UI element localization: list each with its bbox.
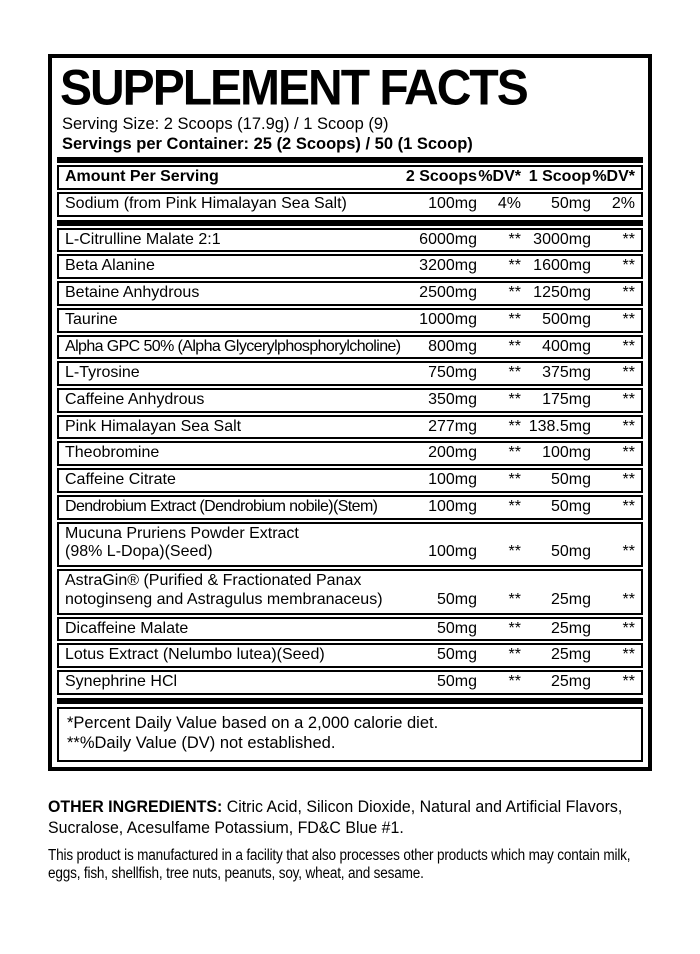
amount-1-scoop: 375mg <box>542 364 591 382</box>
ingredient-row <box>57 335 643 360</box>
divider-bar-middle <box>57 220 643 226</box>
dv-1-scoop: ** <box>622 391 635 409</box>
amount-2-scoops: 1000mg <box>419 310 477 328</box>
dv-1-scoop: ** <box>622 284 635 302</box>
dv-1-scoop: ** <box>622 310 635 328</box>
dv-2-scoops: ** <box>508 257 521 275</box>
dv-1-scoop: ** <box>622 230 635 248</box>
amount-1-scoop: 50mg <box>550 195 591 212</box>
dv-2-scoops: ** <box>508 646 521 664</box>
dv-1-scoop: 2% <box>611 195 635 212</box>
dv-2-scoops: ** <box>508 471 521 489</box>
amount-1-scoop: 25mg <box>550 619 591 637</box>
dv-2-scoops: ** <box>508 543 521 561</box>
ingredient-name: Theobromine <box>65 444 160 462</box>
dv-2-scoops: ** <box>508 619 521 637</box>
ingredient-row <box>57 617 643 642</box>
column-amount-per-serving: Amount Per Serving <box>65 168 219 186</box>
ingredient-row <box>57 228 643 253</box>
amount-2-scoops: 50mg <box>436 646 477 664</box>
ingredient-name: Alpha GPC 50% (Alpha Glycerylphosphorylcholine) <box>65 337 401 355</box>
dv-2-scoops: ** <box>508 391 521 409</box>
amount-2-scoops: 50mg <box>436 619 477 637</box>
ingredient-name: Caffeine Anhydrous <box>65 391 205 409</box>
amount-1-scoop: 25mg <box>550 590 591 608</box>
dv-1-scoop: ** <box>622 497 635 515</box>
dv-1-scoop: ** <box>622 337 635 355</box>
dv-1-scoop: ** <box>622 364 635 382</box>
amount-1-scoop: 50mg <box>550 471 591 489</box>
ingredient-row <box>57 569 643 614</box>
ingredient-row <box>57 643 643 668</box>
amount-2-scoops: 100mg <box>428 497 477 515</box>
dv-2-scoops: ** <box>508 590 521 608</box>
amount-1-scoop: 500mg <box>542 310 591 328</box>
dv-2-scoops: ** <box>508 364 521 382</box>
ingredient-row <box>57 441 643 466</box>
ingredient-name: Dendrobium Extract (Dendrobium nobile)(Stem) <box>65 497 378 515</box>
amount-2-scoops: 800mg <box>428 337 477 355</box>
dv-2-scoops: ** <box>508 284 521 302</box>
column-header-row <box>57 165 643 190</box>
dv-1-scoop: ** <box>622 646 635 664</box>
ingredient-name: Beta Alanine <box>65 257 155 275</box>
amount-2-scoops: 3200mg <box>419 257 477 275</box>
dv-1-scoop: ** <box>622 672 635 690</box>
dv-2-scoops: ** <box>508 310 521 328</box>
dv-2-scoops: ** <box>508 672 521 690</box>
dv-2-scoops: ** <box>508 417 521 435</box>
ingredient-row <box>57 361 643 386</box>
amount-1-scoop: 138.5mg <box>528 417 591 435</box>
ingredient-row <box>57 308 643 333</box>
dv-1-scoop: ** <box>622 590 635 608</box>
amount-2-scoops: 200mg <box>428 444 477 462</box>
ingredient-name: Taurine <box>65 310 118 328</box>
ingredient-name: Sodium (from Pink Himalayan Sea Salt) <box>65 195 347 212</box>
dv-1-scoop: ** <box>622 257 635 275</box>
amount-2-scoops: 50mg <box>436 672 477 690</box>
dv-1-scoop: ** <box>622 619 635 637</box>
ingredient-row <box>57 522 643 567</box>
column-dv-2-scoops: %DV* <box>478 168 521 186</box>
ingredient-row <box>57 468 643 493</box>
dv-2-scoops: 4% <box>497 195 521 212</box>
amount-2-scoops: 750mg <box>428 364 477 382</box>
amount-2-scoops: 100mg <box>428 471 477 489</box>
other-ingredients-label: OTHER INGREDIENTS: <box>48 797 223 816</box>
column-1-scoop: 1 Scoop <box>528 168 591 186</box>
footnote-percent-dv: *Percent Daily Value based on a 2,000 calorie diet. <box>67 713 439 732</box>
supplement-facts-panel <box>48 54 652 771</box>
footnote-dv-not-established: **%Daily Value (DV) not established. <box>67 734 336 753</box>
amount-2-scoops: 6000mg <box>419 230 477 248</box>
divider-bar-top <box>57 157 643 163</box>
ingredient-name: Betaine Anhydrous <box>65 284 200 302</box>
divider-bar-bottom <box>57 698 643 704</box>
amount-2-scoops: 2500mg <box>419 284 477 302</box>
supplement-label-page <box>0 54 700 883</box>
ingredient-row <box>57 670 643 695</box>
ingredient-name: L-Citrulline Malate 2:1 <box>65 230 221 248</box>
amount-1-scoop: 400mg <box>542 337 591 355</box>
servings-per-container-line: Servings per Container: 25 (2 Scoops) / 50 (1 Scoop) <box>62 135 473 154</box>
amount-1-scoop: 25mg <box>550 646 591 664</box>
dv-1-scoop: ** <box>622 471 635 489</box>
allergen-statement: This product is manufactured in a facility that also processes other products which may contain milk, eggs, fish, shellfish, tree nuts, peanuts, soy, wheat, and sesame. <box>48 846 631 883</box>
ingredient-row <box>57 388 643 413</box>
ingredient-row <box>57 281 643 306</box>
dv-2-scoops: ** <box>508 497 521 515</box>
ingredient-name: Lotus Extract (Nelumbo lutea)(Seed) <box>65 646 325 664</box>
dv-1-scoop: ** <box>622 444 635 462</box>
dv-1-scoop: ** <box>622 543 635 561</box>
ingredient-name: Caffeine Citrate <box>65 471 176 489</box>
dv-2-scoops: ** <box>508 444 521 462</box>
ingredient-row <box>57 254 643 279</box>
amount-1-scoop: 1250mg <box>533 284 591 302</box>
amount-2-scoops: 50mg <box>436 590 477 608</box>
ingredient-name: AstraGin® (Purified & Fractionated Panax notoginseng and Astragulus membranaceus) <box>65 572 383 608</box>
footnotes-box <box>57 707 643 762</box>
amount-2-scoops: 100mg <box>428 195 477 212</box>
ingredient-row <box>57 415 643 440</box>
amount-1-scoop: 3000mg <box>533 230 591 248</box>
sodium-row <box>57 192 643 217</box>
other-ingredients-text: Citric Acid, Silicon Dioxide, Natural and Artificial Flavors, Sucralose, Acesulfame Potassium, FD&C Blue #1. <box>48 797 623 838</box>
serving-size-line: Serving Size: 2 Scoops (17.9g) / 1 Scoop (9) <box>62 115 389 134</box>
amount-2-scoops: 350mg <box>428 391 477 409</box>
column-2-scoops: 2 Scoops <box>405 168 477 186</box>
amount-1-scoop: 100mg <box>542 444 591 462</box>
amount-1-scoop: 50mg <box>550 543 591 561</box>
amount-1-scoop: 175mg <box>542 391 591 409</box>
dv-2-scoops: ** <box>508 230 521 248</box>
amount-1-scoop: 1600mg <box>533 257 591 275</box>
ingredient-name: Mucuna Pruriens Powder Extract (98% L-Dopa)(Seed) <box>65 524 299 561</box>
amount-1-scoop: 25mg <box>550 672 591 690</box>
other-ingredients-paragraph <box>48 797 652 840</box>
ingredient-rows <box>57 228 643 695</box>
ingredient-row <box>57 495 643 520</box>
ingredient-name: Pink Himalayan Sea Salt <box>65 417 242 435</box>
panel-title: SUPPLEMENT FACTS <box>60 60 527 116</box>
dv-2-scoops: ** <box>508 337 521 355</box>
ingredient-name: Synephrine HCl <box>65 672 178 690</box>
amount-2-scoops: 100mg <box>428 543 477 561</box>
column-dv-1-scoop: %DV* <box>592 168 635 186</box>
ingredient-name: L-Tyrosine <box>65 364 140 382</box>
amount-1-scoop: 50mg <box>550 497 591 515</box>
amount-2-scoops: 277mg <box>428 417 477 435</box>
dv-1-scoop: ** <box>622 417 635 435</box>
ingredient-name: Dicaffeine Malate <box>65 619 189 637</box>
